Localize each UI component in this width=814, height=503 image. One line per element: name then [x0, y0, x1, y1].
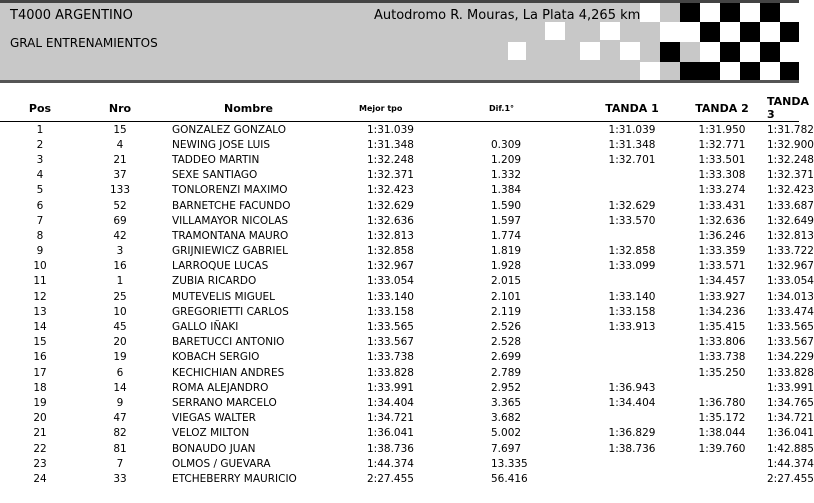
header-banner: [0, 0, 799, 82]
cell-tanda-1: 1:32.629: [608, 199, 656, 212]
cell-spacer: [80, 411, 102, 426]
cell-nro: 19: [113, 351, 127, 364]
cell-nombre: VELOZ MILTON: [172, 427, 250, 440]
cell-tanda-3: 1:33.567: [767, 336, 814, 349]
cell-mejor-tpo: 1:32.813: [367, 229, 414, 242]
cell-tanda-1: 1:32.701: [608, 153, 656, 166]
cell-spacer: [449, 228, 489, 243]
table-row: [0, 122, 799, 138]
cell-pos: 4: [36, 169, 44, 182]
cell-spacer: [449, 395, 489, 410]
cell-dif: 2.119: [491, 305, 522, 318]
cell-spacer: [449, 152, 489, 167]
cell-spacer: [80, 213, 102, 228]
col-header-nro: Nro: [102, 95, 138, 122]
table-row: [0, 395, 799, 410]
cell-tanda-2: 1:33.274: [698, 184, 746, 197]
cell-tanda-1: 1:33.570: [608, 214, 656, 227]
cell-dif: 1.774: [491, 229, 522, 242]
cell-mejor-tpo: 1:33.828: [367, 366, 414, 379]
cell-tanda-1: 1:34.404: [608, 396, 656, 409]
cell-pos: 22: [33, 442, 47, 455]
cell-tanda-1: [587, 456, 677, 471]
table-row: [0, 411, 799, 426]
cell-nombre: GREGORIETTI CARLOS: [172, 305, 289, 318]
table-row: [0, 137, 799, 152]
cell-nro: 16: [113, 260, 127, 273]
cell-tanda-2: 1:31.950: [698, 123, 746, 136]
cell-nro: 133: [109, 184, 131, 197]
cell-tanda-2: 1:35.250: [698, 366, 746, 379]
header-bottom-line: [0, 80, 799, 83]
cell-pos: 5: [36, 184, 44, 197]
cell-spacer: [449, 198, 489, 213]
cell-tanda-3: 1:34.721: [767, 412, 814, 425]
table-row: [0, 471, 799, 486]
cell-dif: 7.697: [491, 442, 522, 455]
cell-tanda-1: 1:32.858: [608, 245, 656, 258]
cell-mejor-tpo: 1:32.629: [367, 199, 414, 212]
cell-nro: 20: [113, 336, 127, 349]
cell-nombre: GALLO IÑAKI: [172, 321, 239, 334]
table-row: [0, 168, 799, 183]
cell-spacer: [80, 183, 102, 198]
cell-spacer: [80, 289, 102, 304]
cell-spacer: [80, 456, 102, 471]
cell-tanda-2: 1:38.044: [698, 427, 746, 440]
cell-nombre: TRAMONTANA MAURO: [172, 229, 289, 242]
cell-spacer: [80, 395, 102, 410]
cell-spacer: [80, 152, 102, 167]
cell-pos: 10: [33, 260, 47, 273]
cell-spacer: [449, 319, 489, 334]
cell-tanda-1: [587, 471, 677, 486]
table-row: [0, 319, 799, 334]
cell-pos: 17: [33, 366, 47, 379]
cell-nombre: VILLAMAYOR NICOLAS: [172, 214, 289, 227]
cell-nro: 37: [113, 169, 127, 182]
cell-spacer: [80, 350, 102, 365]
cell-pos: 9: [36, 245, 44, 258]
cell-spacer: [449, 122, 489, 138]
table-row: [0, 259, 799, 274]
cell-tanda-1: [587, 365, 677, 380]
cell-nro: 9: [116, 396, 124, 409]
cell-spacer: [80, 259, 102, 274]
cell-tanda-3: 1:33.054: [767, 275, 814, 288]
cell-tanda-2: 1:33.308: [698, 169, 746, 182]
cell-spacer: [449, 426, 489, 441]
cell-spacer: [80, 198, 102, 213]
cell-mejor-tpo: 1:32.967: [367, 260, 414, 273]
cell-nro: 82: [113, 427, 127, 440]
cell-mejor-tpo: 1:34.404: [367, 396, 414, 409]
table-row: [0, 213, 799, 228]
col-header-tanda-2: TANDA 2: [677, 95, 767, 122]
table-row: [0, 365, 799, 380]
cell-mejor-tpo: 1:33.738: [367, 351, 414, 364]
cell-tanda-3: 1:42.885: [767, 442, 814, 455]
cell-tanda-2: 1:33.571: [698, 260, 746, 273]
cell-tanda-1: 1:33.099: [608, 260, 656, 273]
cell-tanda-1: [587, 411, 677, 426]
cell-nombre: BARNETCHE FACUNDO: [172, 199, 291, 212]
col-header-nombre: Nombre: [138, 95, 359, 122]
cell-tanda-2: 1:36.246: [698, 229, 746, 242]
table-row: [0, 289, 799, 304]
circuit-name: Autodromo R. Mouras, La Plata 4,265 km: [374, 8, 641, 23]
table-row: [0, 183, 799, 198]
cell-tanda-1: [587, 335, 677, 350]
cell-spacer: [80, 335, 102, 350]
table-row: [0, 244, 799, 259]
cell-spacer: [449, 259, 489, 274]
cell-mejor-tpo: 2:27.455: [367, 472, 414, 485]
cell-nro: 6: [116, 366, 124, 379]
cell-nombre: ETCHEBERRY MAURICIO: [172, 472, 297, 485]
cell-tanda-2: 1:34.236: [698, 305, 746, 318]
table-row: [0, 198, 799, 213]
cell-pos: 6: [36, 199, 44, 212]
cell-tanda-1: 1:33.913: [608, 321, 656, 334]
cell-spacer: [80, 380, 102, 395]
cell-pos: 19: [33, 396, 47, 409]
cell-dif: 1.590: [491, 199, 522, 212]
cell-pos: 8: [36, 229, 44, 242]
cell-dif: 2.789: [491, 366, 522, 379]
cell-tanda-3: 1:34.229: [767, 351, 814, 364]
cell-dif: 13.335: [491, 457, 528, 470]
cell-nombre: BARETUCCI ANTONIO: [172, 336, 285, 349]
cell-tanda-2: 1:33.501: [698, 153, 746, 166]
session-title: GRAL ENTRENAMIENTOS: [10, 36, 158, 50]
cell-dif: [489, 122, 587, 138]
cell-mejor-tpo: 1:44.374: [367, 457, 414, 470]
cell-nro: 3: [116, 245, 124, 258]
cell-nro: 10: [113, 305, 127, 318]
cell-pos: 1: [36, 123, 44, 136]
cell-tanda-2: [677, 471, 767, 486]
cell-mejor-tpo: 1:32.248: [367, 153, 414, 166]
cell-spacer: [80, 137, 102, 152]
cell-tanda-2: 1:32.771: [698, 138, 746, 151]
cell-spacer: [449, 441, 489, 456]
col-header-mejor-tpo: Mejor tpo: [359, 95, 449, 122]
cell-mejor-tpo: 1:31.348: [367, 138, 414, 151]
cell-tanda-3: 1:33.828: [767, 366, 814, 379]
cell-spacer: [80, 168, 102, 183]
cell-tanda-3: 1:32.900: [767, 138, 814, 151]
cell-dif: 3.682: [491, 412, 522, 425]
cell-dif: 1.597: [491, 214, 522, 227]
cell-tanda-2: 1:35.172: [698, 412, 746, 425]
cell-spacer: [449, 244, 489, 259]
cell-dif: 1.332: [491, 169, 522, 182]
cell-tanda-1: 1:36.829: [608, 427, 656, 440]
cell-mejor-tpo: 1:33.565: [367, 321, 414, 334]
cell-spacer: [449, 380, 489, 395]
cell-spacer: [449, 304, 489, 319]
cell-nombre: ZUBIA RICARDO: [172, 275, 257, 288]
cell-mejor-tpo: 1:33.991: [367, 381, 414, 394]
cell-dif: 5.002: [491, 427, 522, 440]
cell-tanda-2: 1:33.738: [698, 351, 746, 364]
cell-tanda-3: 1:44.374: [767, 457, 814, 470]
cell-tanda-3: 1:31.782: [767, 123, 814, 136]
col-header-dif: Dif.1°: [489, 95, 587, 122]
cell-mejor-tpo: 1:36.041: [367, 427, 414, 440]
cell-tanda-1: [587, 168, 677, 183]
cell-tanda-3: 1:33.565: [767, 321, 814, 334]
cell-pos: 21: [33, 427, 47, 440]
cell-spacer: [449, 335, 489, 350]
cell-nombre: ROMA ALEJANDRO: [172, 381, 269, 394]
cell-dif: 2.101: [491, 290, 522, 303]
cell-pos: 24: [33, 472, 47, 485]
cell-tanda-1: 1:31.348: [608, 138, 656, 151]
cell-tanda-2: 1:33.431: [698, 199, 746, 212]
cell-spacer: [449, 137, 489, 152]
cell-mejor-tpo: 1:32.371: [367, 169, 414, 182]
cell-tanda-3: 1:32.813: [767, 229, 814, 242]
cell-tanda-1: 1:31.039: [608, 123, 656, 136]
cell-tanda-3: 1:32.649: [767, 214, 814, 227]
cell-spacer: [449, 411, 489, 426]
cell-nombre: SEXE SANTIAGO: [172, 169, 258, 182]
cell-pos: 16: [33, 351, 47, 364]
cell-tanda-3: 1:34.013: [767, 290, 814, 303]
cell-spacer: [449, 274, 489, 289]
cell-tanda-1: 1:33.140: [608, 290, 656, 303]
cell-spacer: [449, 365, 489, 380]
cell-spacer: [449, 350, 489, 365]
cell-tanda-3: 1:32.248: [767, 153, 814, 166]
cell-spacer: [449, 471, 489, 486]
cell-tanda-2: 1:32.636: [698, 214, 746, 227]
cell-pos: 11: [33, 275, 47, 288]
cell-tanda-2: 1:36.780: [698, 396, 746, 409]
cell-nro: 7: [116, 457, 124, 470]
cell-nombre: TADDEO MARTIN: [172, 153, 260, 166]
cell-tanda-3: 1:36.041: [767, 427, 814, 440]
cell-dif: 0.309: [491, 138, 522, 151]
cell-nombre: TONLORENZI MAXIMO: [172, 184, 288, 197]
cell-tanda-2: 1:33.806: [698, 336, 746, 349]
cell-tanda-3: 1:32.371: [767, 169, 814, 182]
table-row: [0, 456, 799, 471]
cell-nombre: OLMOS / GUEVARA: [172, 457, 271, 470]
table-row: [0, 228, 799, 243]
cell-nombre: KOBACH SERGIO: [172, 351, 260, 364]
cell-pos: 12: [33, 290, 47, 303]
cell-pos: 18: [33, 381, 47, 394]
cell-tanda-3: 1:32.967: [767, 260, 814, 273]
cell-spacer: [80, 365, 102, 380]
cell-mejor-tpo: 1:32.423: [367, 184, 414, 197]
cell-mejor-tpo: 1:32.636: [367, 214, 414, 227]
cell-mejor-tpo: 1:31.039: [367, 123, 414, 136]
cell-pos: 7: [36, 214, 44, 227]
cell-dif: 2.015: [491, 275, 522, 288]
cell-tanda-1: 1:38.736: [608, 442, 656, 455]
cell-mejor-tpo: 1:33.158: [367, 305, 414, 318]
cell-pos: 14: [33, 321, 47, 334]
cell-tanda-2: 1:35.415: [698, 321, 746, 334]
cell-tanda-3: 1:34.765: [767, 396, 814, 409]
cell-tanda-1: 1:36.943: [608, 381, 656, 394]
cell-tanda-1: [587, 228, 677, 243]
cell-spacer: [449, 168, 489, 183]
cell-spacer: [80, 426, 102, 441]
cell-nro: 69: [113, 214, 127, 227]
cell-pos: 13: [33, 305, 47, 318]
cell-nro: 47: [113, 412, 127, 425]
cell-tanda-3: 1:33.687: [767, 199, 814, 212]
results-table: [0, 95, 814, 487]
cell-tanda-3: 1:33.722: [767, 245, 814, 258]
cell-spacer: [80, 122, 102, 138]
table-row: [0, 426, 799, 441]
table-row: [0, 380, 799, 395]
cell-spacer: [449, 213, 489, 228]
cell-nombre: MUTEVELIS MIGUEL: [172, 290, 276, 303]
cell-nombre: BONAUDO JUAN: [172, 442, 256, 455]
cell-mejor-tpo: 1:33.140: [367, 290, 414, 303]
cell-spacer: [80, 228, 102, 243]
cell-nro: 25: [113, 290, 127, 303]
cell-tanda-1: [587, 274, 677, 289]
cell-tanda-1: [587, 183, 677, 198]
cell-spacer: [80, 319, 102, 334]
cell-dif: 56.416: [491, 472, 528, 485]
cell-nombre: VIEGAS WALTER: [172, 412, 256, 425]
cell-pos: 15: [33, 336, 47, 349]
series-title: T4000 ARGENTINO: [10, 8, 133, 23]
cell-tanda-3: 1:32.423: [767, 184, 814, 197]
cell-nombre: LARROQUE LUCAS: [172, 260, 269, 273]
cell-tanda-2: 1:33.927: [698, 290, 746, 303]
cell-nro: 33: [113, 472, 127, 485]
cell-tanda-2: 1:33.359: [698, 245, 746, 258]
table-row: [0, 304, 799, 319]
cell-nro: 42: [113, 229, 127, 242]
cell-pos: 3: [36, 153, 44, 166]
cell-pos: 23: [33, 457, 47, 470]
cell-nro: 4: [116, 138, 124, 151]
table-row: [0, 274, 799, 289]
cell-mejor-tpo: 1:33.567: [367, 336, 414, 349]
cell-nro: 52: [113, 199, 127, 212]
cell-dif: 1.209: [491, 153, 522, 166]
col-header-tanda-1: TANDA 1: [587, 95, 677, 122]
cell-mejor-tpo: 1:34.721: [367, 412, 414, 425]
cell-mejor-tpo: 1:32.858: [367, 245, 414, 258]
cell-tanda-3: 1:33.991: [767, 381, 814, 394]
cell-nro: 15: [113, 123, 127, 136]
table-row: [0, 335, 799, 350]
cell-spacer: [80, 304, 102, 319]
cell-tanda-3: 1:33.474: [767, 305, 814, 318]
table-row: [0, 441, 799, 456]
cell-dif: 1.928: [491, 260, 522, 273]
cell-mejor-tpo: 1:38.736: [367, 442, 414, 455]
cell-tanda-3: 2:27.455: [767, 472, 814, 485]
cell-pos: 20: [33, 412, 47, 425]
col-header-pos: Pos: [0, 95, 80, 122]
cell-dif: 2.528: [491, 336, 522, 349]
cell-nombre: NEWING JOSE LUIS: [172, 138, 271, 151]
cell-dif: 1.819: [491, 245, 522, 258]
cell-tanda-2: [677, 380, 767, 395]
cell-pos: 2: [36, 138, 44, 151]
cell-dif: 3.365: [491, 396, 522, 409]
cell-nombre: SERRANO MARCELO: [172, 396, 277, 409]
cell-nombre: GONZALEZ GONZALO: [172, 123, 287, 136]
table-header-row: [0, 95, 799, 122]
cell-dif: 2.952: [491, 381, 522, 394]
cell-tanda-1: [587, 350, 677, 365]
cell-tanda-1: 1:33.158: [608, 305, 656, 318]
table-row: [0, 350, 799, 365]
cell-tanda-2: 1:34.457: [698, 275, 746, 288]
cell-spacer: [80, 441, 102, 456]
cell-nro: 21: [113, 153, 127, 166]
cell-spacer: [449, 456, 489, 471]
cell-spacer: [80, 471, 102, 486]
cell-nro: 1: [116, 275, 124, 288]
cell-nombre: GRIJNIEWICZ GABRIEL: [172, 245, 288, 258]
cell-spacer: [80, 274, 102, 289]
cell-nro: 81: [113, 442, 127, 455]
cell-nro: 45: [113, 321, 127, 334]
cell-dif: 1.384: [491, 184, 522, 197]
cell-spacer: [449, 183, 489, 198]
cell-tanda-2: [677, 456, 767, 471]
cell-spacer: [80, 244, 102, 259]
cell-tanda-2: 1:39.760: [698, 442, 746, 455]
cell-nombre: KECHICHIAN ANDRES: [172, 366, 285, 379]
col-header-tanda-3: TANDA 3: [767, 95, 810, 121]
cell-nro: 14: [113, 381, 127, 394]
cell-spacer: [449, 289, 489, 304]
cell-dif: 2.699: [491, 351, 522, 364]
cell-dif: 2.526: [491, 321, 522, 334]
cell-mejor-tpo: 1:33.054: [367, 275, 414, 288]
table-row: [0, 152, 799, 167]
